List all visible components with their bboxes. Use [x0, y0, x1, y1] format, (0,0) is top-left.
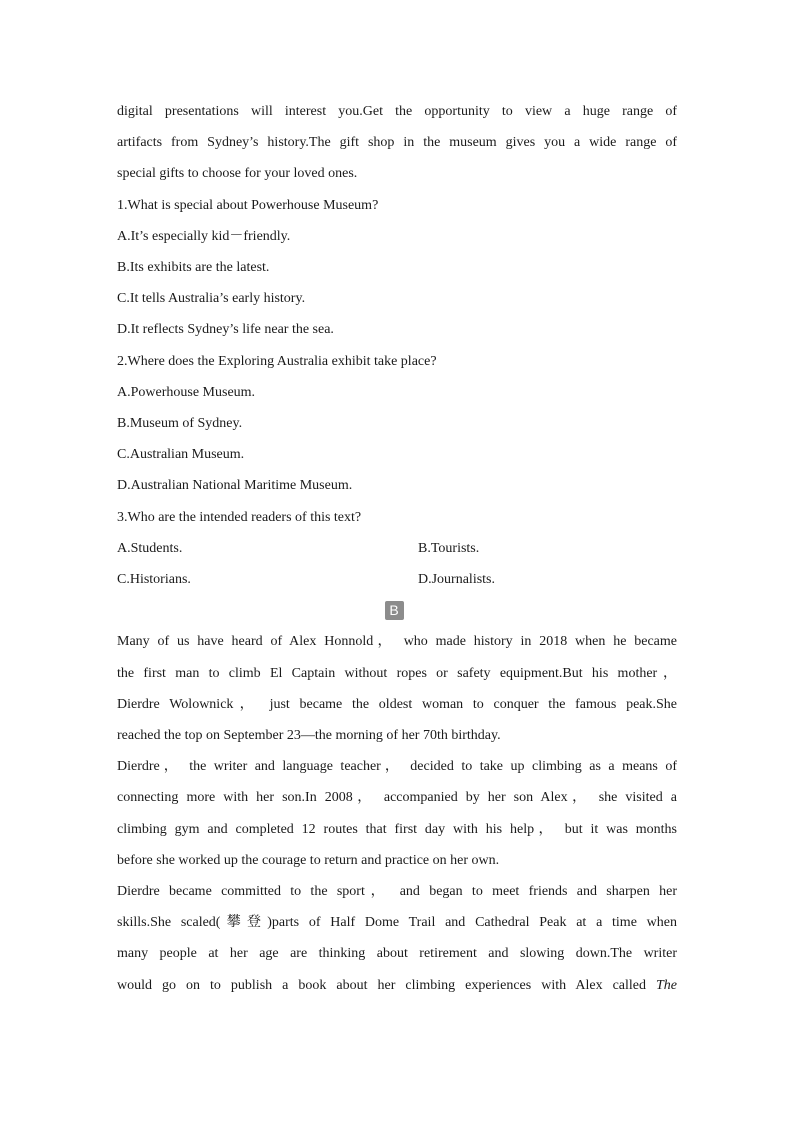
text-line	[117, 907, 677, 938]
question-1	[117, 190, 677, 346]
answer-option: D.It reflects Sydney’s life near the sea.	[117, 322, 334, 338]
document-page	[117, 96, 677, 1001]
section-b-badge: B	[385, 601, 404, 620]
passage-a-ending	[117, 96, 677, 190]
text-line: Many of us have heard of Alex Honnold， who made history in 2018 when he became	[117, 634, 677, 650]
answer-option: C.It tells Australia’s early history.	[117, 291, 306, 307]
answer-option: C.Australian Museum.	[117, 447, 245, 463]
question-3	[117, 502, 677, 596]
section-heading	[117, 595, 677, 626]
text-line: artifacts from Sydney’s history.The gift shop in the museum gives you a wide range of	[117, 135, 677, 151]
book-title-fragment: The	[656, 977, 677, 993]
answer-option: A.Powerhouse Museum.	[117, 384, 256, 400]
text-segment: would go on to publish a book about her climbing experiences with Alex called	[117, 977, 646, 993]
text-line: Dierdre Wolownick， just became the oldest woman to conquer the famous peak.She	[117, 696, 677, 712]
question-2	[117, 346, 677, 502]
answer-options-row	[117, 564, 677, 595]
answer-options-row	[117, 533, 677, 564]
text-line: digital presentations will interest you.Get the opportunity to view a huge range of	[117, 104, 677, 119]
answer-option: A.Students.	[117, 540, 183, 556]
answer-option: A.It’s especially kid－friendly.	[117, 228, 291, 244]
text-line: special gifts to choose for your loved ones.	[117, 166, 358, 182]
question-stem: 1.What is special about Powerhouse Museum?	[117, 197, 379, 213]
text-line: connecting more with her son.In 2008， accompanied by her son Alex， she visited a	[117, 790, 677, 806]
text-line: reached the top on September 23—the morning of her 70th birthday.	[117, 727, 501, 743]
answer-option: D.Journalists.	[418, 572, 495, 588]
text-segment: skills.She scaled(	[117, 915, 221, 931]
text-line: before she worked up the courage to return and practice on her own.	[117, 852, 500, 868]
passage-b	[117, 626, 677, 1000]
paragraph-3	[117, 876, 677, 1001]
text-line: climbing gym and completed 12 routes that first day with his help， but it was months	[117, 821, 677, 837]
text-line: Dierdre became committed to the sport， and began to meet friends and sharpen her	[117, 883, 677, 899]
paragraph-1	[117, 626, 677, 751]
text-line: many people at her age are thinking about retirement and slowing down.The writer	[117, 946, 677, 962]
answer-option: B.Museum of Sydney.	[117, 416, 243, 431]
paragraph-2	[117, 751, 677, 876]
chinese-gloss: 攀登	[220, 914, 268, 931]
question-stem: 2.Where does the Exploring Australia exhibit take place?	[117, 353, 437, 369]
answer-option: B.Tourists.	[418, 540, 480, 556]
answer-option: B.Its exhibits are the latest.	[117, 259, 270, 275]
text-segment: )parts of Half Dome Trail and Cathedral Peak at a time when	[267, 915, 677, 931]
answer-option: C.Historians.	[117, 572, 191, 588]
question-stem: 3.Who are the intended readers of this text?	[117, 509, 362, 525]
text-line: Dierdre， the writer and language teacher， decided to take up climbing as a means of	[117, 759, 677, 775]
text-line	[117, 970, 677, 1001]
answer-option: D.Australian National Maritime Museum.	[117, 478, 353, 494]
text-line: the first man to climb El Captain without ropes or safety equipment.But his mother，	[117, 665, 677, 681]
